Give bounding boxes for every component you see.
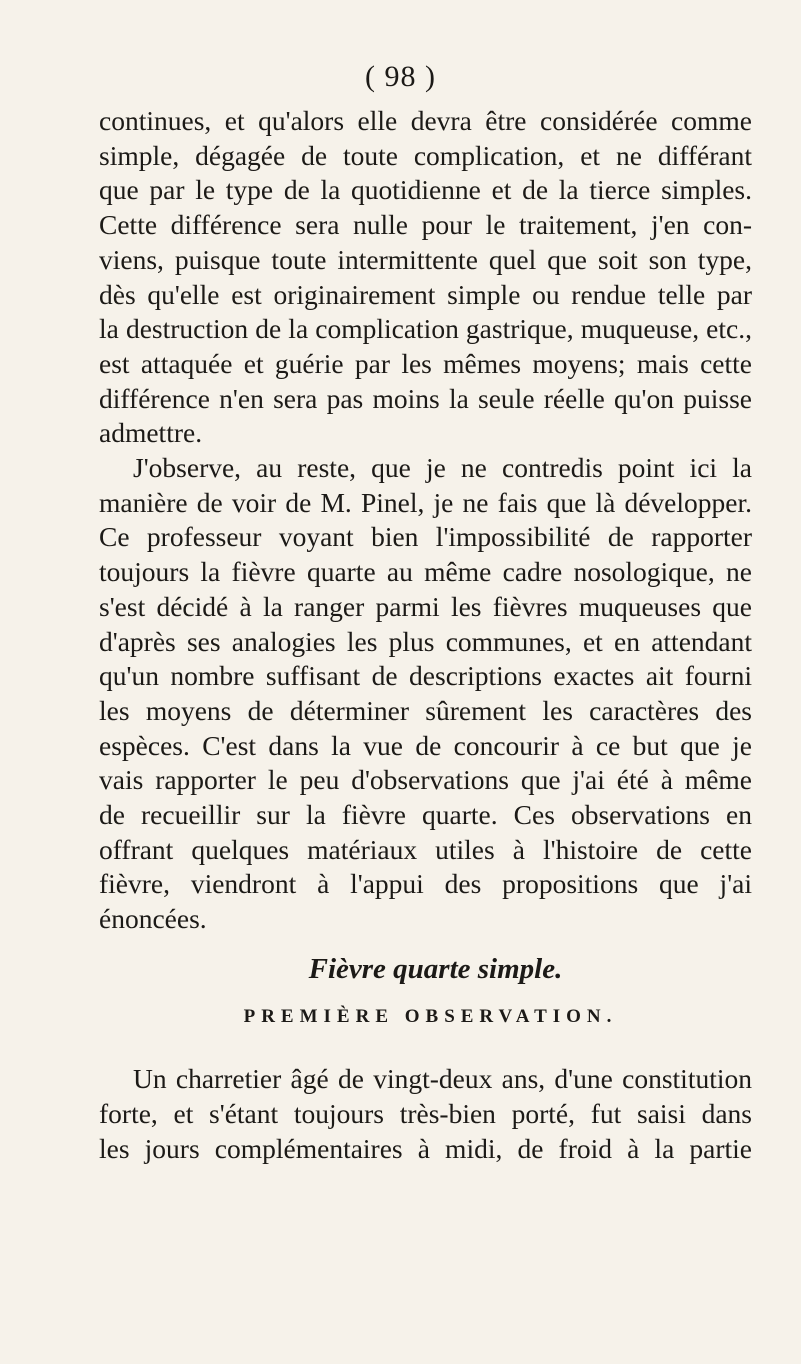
text-line: forte, et s'étant toujours très-bien porté, fut saisi dans bbox=[99, 1097, 752, 1129]
text-line: d'après ses analogies les plus communes, et en attendant bbox=[99, 625, 752, 657]
text-line: manière de voir de M. Pinel, je ne fais que là développer. bbox=[99, 486, 752, 518]
text-line: énoncées. bbox=[99, 903, 207, 935]
page-body bbox=[99, 104, 752, 1166]
text-line: Cette différence sera nulle pour le traitement, j'en con- bbox=[99, 209, 752, 241]
text-line: est attaquée et guérie par les mêmes moyens; mais cette bbox=[99, 347, 752, 379]
page-number: ( 98 ) bbox=[365, 60, 436, 93]
paragraph-3 bbox=[99, 1062, 752, 1166]
text-line: J'observe, au reste, que je ne contredis point ici la bbox=[133, 452, 752, 484]
text-line: dès qu'elle est originairement simple ou rendue telle par bbox=[99, 278, 752, 310]
observation-title: PREMIÈRE OBSERVATION. bbox=[243, 1005, 618, 1027]
text-line: fièvre, viendront à l'appui des propositions que j'ai bbox=[99, 868, 752, 900]
text-line: de recueillir sur la fièvre quarte. Ces observations en bbox=[99, 799, 752, 831]
text-line: les jours complémentaires à midi, de froid à la partie bbox=[99, 1132, 752, 1164]
text-line: viens, puisque toute intermittente quel que soit son type, bbox=[99, 243, 752, 275]
paragraph-1 bbox=[99, 104, 752, 451]
text-line: continues, et qu'alors elle devra être considérée comme bbox=[99, 105, 752, 136]
text-line: vais rapporter le peu d'observations que j'ai été à même bbox=[99, 764, 752, 796]
text-line: que par le type de la quotidienne et de la tierce simples. bbox=[99, 174, 752, 206]
text-line: espèces. C'est dans la vue de concourir à ce but que je bbox=[99, 729, 752, 761]
text-line: différence n'en sera pas moins la seule réelle qu'on puisse bbox=[99, 382, 752, 414]
text-line: offrant quelques matériaux utiles à l'histoire de cette bbox=[99, 833, 752, 865]
section-title: Fièvre quarte simple. bbox=[308, 952, 563, 985]
text-line: s'est décidé à la ranger parmi les fièvres muqueuses que bbox=[99, 590, 752, 622]
paragraph-2 bbox=[99, 451, 752, 937]
text-line: Ce professeur voyant bien l'impossibilité de rapporter bbox=[99, 521, 752, 553]
text-line: admettre. bbox=[99, 417, 203, 449]
text-line: qu'un nombre suffisant de descriptions exactes ait fourni bbox=[99, 660, 752, 692]
text-line: toujours la fièvre quarte au même cadre nosologique, ne bbox=[99, 556, 752, 588]
text-line: simple, dégagée de toute complication, et ne différant bbox=[99, 139, 752, 171]
text-line: la destruction de la complication gastrique, muqueuse, etc., bbox=[99, 313, 752, 345]
text-line: Un charretier âgé de vingt-deux ans, d'une constitution bbox=[133, 1063, 752, 1095]
text-line: les moyens de déterminer sûrement les caractères des bbox=[99, 694, 752, 726]
